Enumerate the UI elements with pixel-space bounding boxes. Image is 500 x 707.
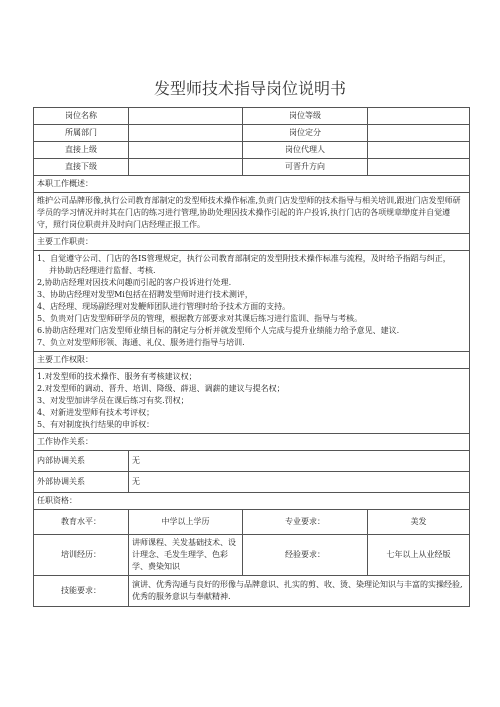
coordination-value: 无 [129,472,470,493]
info-label: 岗位代理人 [243,142,368,159]
training-value: 讲师课程、关发基础技术、设计理念、毛发生理学、色彩学、费染知识 [129,535,243,576]
section-heading-row [34,493,470,510]
authority-item: 2.对发型师的调动、晋升、培训、降级、薛退、调薪的建议与提名权； [37,384,285,393]
duty-item: 4、店经理、现场副经理对发鞭师团队进行管理时给予技术方面的支持。 [37,302,291,311]
info-row [34,159,470,176]
education-value: 中学以上学历 [129,510,243,535]
coordination-value: 无 [129,451,470,472]
duty-item-continued: 并协助店经理进行监督、考核. [49,266,156,275]
authority-row [34,369,470,434]
training-label: 培训经历： [34,535,129,576]
experience-value: 七年以上从业经版 [368,535,470,576]
coordination-heading: 工作协作关系： [34,434,470,451]
qualification-row [34,510,470,535]
duties-list [34,251,470,352]
coordination-row [34,451,470,472]
info-value [368,108,470,125]
info-label: 岗位等级 [243,108,368,125]
info-value [129,108,243,125]
qualification-row [34,535,470,576]
overview-row [34,193,470,234]
info-value [129,159,243,176]
section-heading-row [34,176,470,193]
section-heading-row [34,234,470,251]
section-heading-row [34,434,470,451]
qualification-heading: 任职资格： [34,493,470,510]
job-description-table [33,107,470,607]
duty-item: 6.协助店经理对门店发型师业绩目标的制定与分析并就发型师个人完成与提升业绩能力给予意见、建议. [37,326,400,335]
info-row [34,108,470,125]
info-row [34,125,470,142]
qualification-row [34,576,470,607]
authority-item: 4、对新进发型师有技术考评权； [37,408,155,417]
duty-item: 1、自觉遵守公司、门店的各IS管理规定，执行公司教育部制定的发型附技术操作标准与流程，及时给予指蹈与纠正， [37,254,451,263]
info-row [34,142,470,159]
education-label: 教育水平： [34,510,129,535]
duty-item: 2,协助店经理对因技术问趣而引起的客户投诉进行处理. [37,278,232,287]
major-label: 专业要求： [243,510,368,535]
coordination-row [34,472,470,493]
info-value [368,125,470,142]
info-label: 直接下级 [34,159,129,176]
info-value [368,159,470,176]
info-label: 直接上级 [34,142,129,159]
authority-item: 3、对发型加讲学员在课后练习有奖.罚权； [37,396,189,405]
overview-text: 维护公司品牌形像,执行公司教育部制定的发型师技术操作标准,负责门店发型师的技术指导与相关培训,跟进门店发型师研学员的学习情况并时其在门店的练习进行管理,协助处理因技术操作引起的许户投诉,执行门店的各项规章缈度并自觉遵守，照行岗位职责并及时向门店经理正报工作。 [34,193,470,234]
experience-label: 经验要求： [243,535,368,576]
info-value [129,142,243,159]
authority-item: 1.对发型师的技术操作、服务有考核建议权； [37,372,197,381]
info-label: 岗位名称 [34,108,129,125]
section-heading-row [34,352,470,369]
major-value: 美发 [368,510,470,535]
duties-row [34,251,470,352]
authority-item: 5、有对制度执行结果的申诉权： [37,420,155,429]
overview-heading: 本职工作概述： [34,176,470,193]
duty-item: 3、协助店经理对发型Mi包括在招聘发型师时进行技术测评， [37,290,253,299]
info-value [368,142,470,159]
coordination-label: 内部协调关系 [34,451,129,472]
info-label: 可晋升方向 [243,159,368,176]
info-value [129,125,243,142]
authority-heading: 主要工作权限： [34,352,470,369]
page-title: 发型师技术指导岗位说明书 [153,79,346,98]
skills-value: 演讲、优秀沟通与良好的形像与品牌意识、扎实的剪、收、烫、染理论知识与丰富的实操经验,优秀的服务意识与奉献精神. [129,576,470,607]
coordination-label: 外部协调关系 [34,472,129,493]
duty-item: 7、负立对发型师形领、海通、礼仪、服务进行指导与培训. [37,338,245,347]
info-label: 所属部门 [34,125,129,142]
authority-list [34,369,470,434]
info-label: 岗位定分 [243,125,368,142]
duties-heading: 主要工作职责： [34,234,470,251]
skills-label: 技能要求： [34,576,129,607]
duty-item: 5、负贵对门店发型师研学员的管理，根据教方部要求对其课后练习进行监训、指导与考核。 [37,314,363,323]
